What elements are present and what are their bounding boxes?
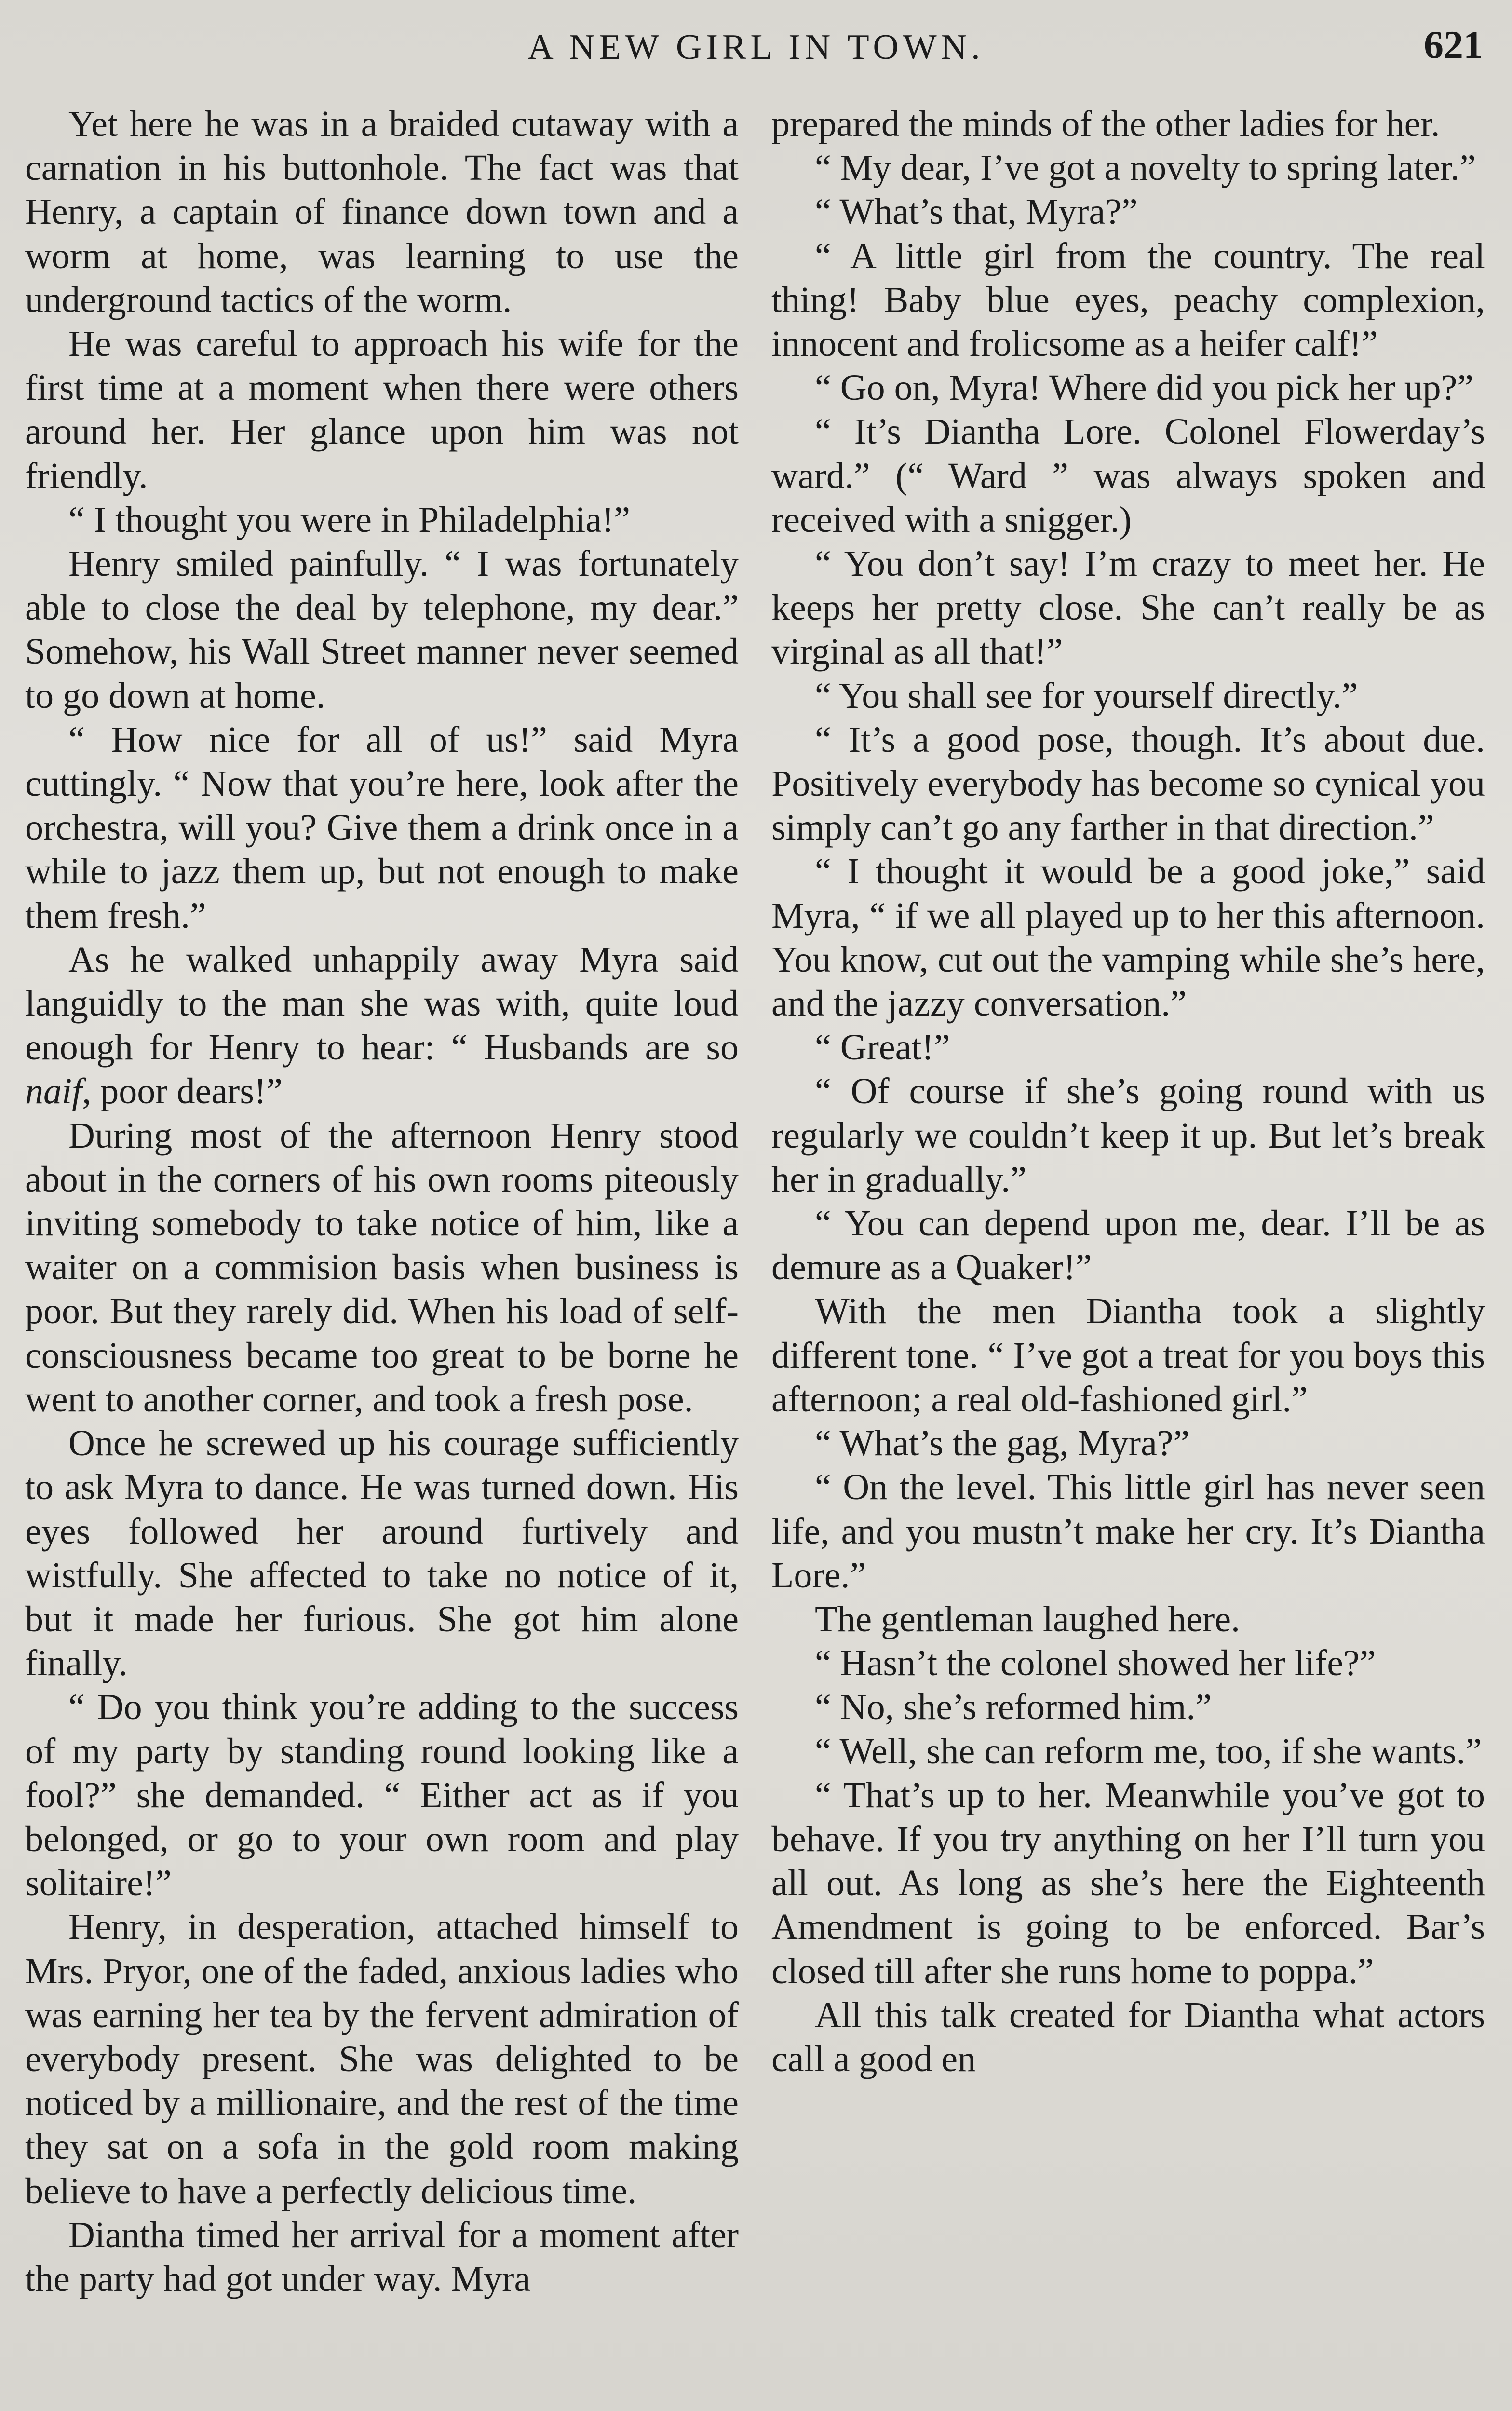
paragraph: Henry, in desperation, attached himself to Mrs. Pryor, one of the faded, anxious ladies who was earning her tea by the fervent admiration of everybody present. She was delighted to be noticed by a millionaire, and the rest of the time they sat on a sofa in the gold room making believe to have a perfectly delicious time. (25, 1907, 739, 2211)
paragraph: “ You can depend upon me, dear. I’ll be as demure as a Quaker!” (771, 1203, 1485, 1288)
paragraph: The gentleman laughed here. (815, 1598, 1241, 1639)
running-title: A NEW GIRL IN TOWN. (527, 27, 985, 67)
page-header (0, 19, 1512, 77)
paragraph: With the men Diantha took a slightly different tone. “ I’ve got a treat for you boys this afternoon; a real old-fashioned girl.” (771, 1291, 1485, 1420)
paragraph: “ Of course if she’s going round with us regularly we couldn’t keep it up. But let’s break her in gradually.” (771, 1071, 1485, 1200)
paragraph: During most of the afternoon Henry stood about in the corners of his own rooms piteously inviting somebody to take notice of him, like a waiter on a commision basis when business is poor. But they rarely did. When his load of self-consciousness became too great to be borne he went to another corner, and took a fresh pose. (25, 1115, 739, 1420)
paragraph: “ How nice for all of us!” said Myra cuttingly. “ Now that you’re here, look after the orchestra, will you? Give them a drink once in a while to jazz them up, but not enough to make them fresh.” (25, 719, 739, 936)
paragraph: Once he screwed up his courage sufficiently to ask Myra to dance. He was turned down. His eyes followed her around furtively and wistfully. She affected to take no notice of it, but it made her furious. She got him alone finally. (25, 1423, 739, 1684)
paragraph: “ It’s a good pose, though. It’s about due. Positively everybody has become so cynical you simply can’t go any farther in that direction.” (771, 719, 1485, 848)
paragraph: “ What’s the gag, Myra?” (815, 1423, 1190, 1464)
paragraph: As he walked unhappily away Myra said languidly to the man she was with, quite loud enough for Henry to hear: “ Husbands are so naif, poor dears!” (25, 939, 739, 1112)
paragraph: “ Do you think you’re adding to the success of my party by standing round looking like a fool?” she demanded. “ Either act as if you belonged, or go to your own room and play solitaire!” (25, 1687, 739, 1904)
paragraph: “ I thought it would be a good joke,” said Myra, “ if we all played up to her this afternoon. You know, cut out the vamping while she’s here, and the jazzy conversation.” (771, 851, 1485, 1024)
right-text-column (771, 102, 1485, 2081)
paragraph: “ It’s Diantha Lore. Colonel Flowerday’s ward.” (“ Ward ” was always spoken and received with a snigger.) (771, 411, 1485, 540)
page-number: 621 (1424, 23, 1483, 67)
paragraph: “ What’s that, Myra?” (815, 191, 1138, 232)
paragraph: “ That’s up to her. Meanwhile you’ve got to behave. If you try anything on her I’ll turn you all out. As long as she’s here the Eighteenth Amendment is going to be enforced. Bar’s closed till after she runs home to poppa.” (771, 1774, 1485, 1991)
paragraph: Diantha timed her arrival for a moment after the party had got under way. Myra (25, 2214, 739, 2299)
paragraph: prepared the minds of the other ladies for her. (771, 104, 1440, 144)
paragraph: “ You shall see for yourself directly.” (815, 675, 1358, 716)
paragraph: “ On the level. This little girl has never seen life, and you mustn’t make her cry. It’s Diantha Lore.” (771, 1467, 1485, 1596)
paragraph: “ No, she’s reformed him.” (815, 1687, 1212, 1728)
paragraph: He was careful to approach his wife for the first time at a moment when there were others around her. Her glance upon him was not friendly. (25, 324, 739, 496)
paragraph: “ Great!” (815, 1027, 950, 1068)
paragraph: “ A little girl from the country. The real thing! Baby blue eyes, peachy complexion, innocent and frolicsome as a heifer calf!” (771, 235, 1485, 365)
paragraph: “ Hasn’t the colonel showed her life?” (815, 1643, 1376, 1684)
paragraph: “ You don’t say! I’m crazy to meet her. He keeps her pretty close. She can’t really be as virginal as all that!” (771, 543, 1485, 672)
paragraph: Yet here he was in a braided cutaway with a carnation in his buttonhole. The fact was that Henry, a captain of finance down town and a worm at home, was learning to use the underground tactics of the worm. (25, 104, 739, 320)
paragraph: Henry smiled painfully. “ I was fortunately able to close the deal by telephone, my dear.” Somehow, his Wall Street manner never seemed to go down at home. (25, 543, 739, 716)
paragraph: All this talk created for Diantha what actors call a good en (771, 1994, 1485, 2079)
paragraph: “ My dear, I’ve got a novelty to spring later.” (815, 148, 1476, 189)
paragraph: “ Go on, Myra! Where did you pick her up?” (815, 367, 1474, 408)
paragraph: “ Well, she can reform me, too, if she wants.” (815, 1731, 1482, 1772)
left-text-column (25, 102, 739, 2301)
paragraph: “ I thought you were in Philadelphia!” (68, 499, 631, 540)
